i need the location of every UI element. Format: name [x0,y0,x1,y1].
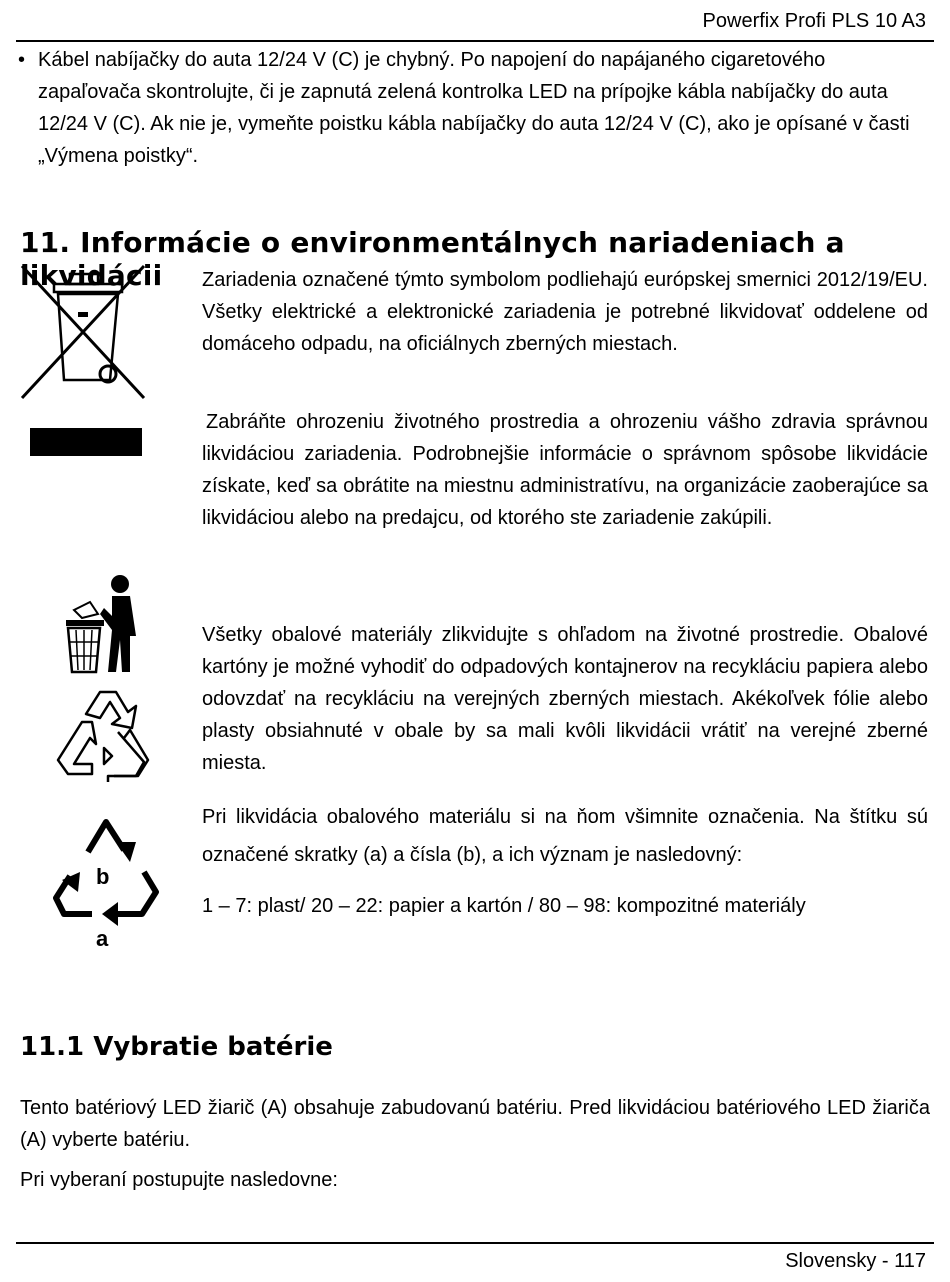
recycling-code-icon [52,816,162,952]
procedure-intro: Pri vyberaní postupujte nasledovne: [20,1169,338,1191]
battery-paragraph: Tento batériový LED žiarič (A) obsahuje zabudovanú batériu. Pred likvidáciou batériového LED žiariča (A) vyberte batériu. [20,1097,930,1151]
crossed-bin-icon [18,262,158,462]
footer-rule [16,1242,934,1244]
tidyman-icon [60,574,150,674]
bullet-marker: • [18,49,26,71]
bullet-text: Kábel nabíjačky do auta 12/24 V (C) je chybný. Po napojení do napájaného cigaretového zapaľovača skontrolujte, či je zapnutá zelená kontrolka LED na prípojke kábla nabíjačky do auta 12/24 V (C). Ak nie je, vymeňte poistku kábla nabíjačky do auta 12/24 V (C), ako je opísané v časti „Výmena poistky“. [38,49,910,167]
section-11-heading: 11. Informácie o environmentálnych nariadeniach a likvidácii [20,226,845,292]
marking-paragraph: Pri likvidácia obalového materiálu si na ňom všimnite označenia. Na štítku sú označené skratky (a) a čísla (b), a ich význam je nasledovný: [202,806,928,866]
health-paragraph: Zabráňte ohrozeniu životného prostredia a ohrozeniu vášho zdravia správnou likvidáciou zariadenia. Podrobnejšie informácie o správnom spôsobe likvidácie získate, keď sa obrátite na miestnu administratívu, na organizácie zaoberajúce sa likvidáciou alebo na predajcu, od ktorého ste zariadenie zakúpili. [202,411,928,529]
packaging-paragraph: Všetky obalové materiály zlikvidujte s ohľadom na životné prostredie. Obalové kartóny je možné vyhodiť do odpadových kontajnerov na recykláciu papiera alebo odovzdať na recykláciu na verejných zberných miestach. Akékoľvek fólie alebo plasty obsiahnuté v obale by sa mali kvôli likvidácii vrátiť na verejné zberné miesta. [202,624,928,774]
header-rule [16,40,934,42]
material-codes: 1 – 7: plast/ 20 – 22: papier a kartón / 80 – 98: kompozitné materiály [202,895,806,917]
page-footer: Slovensky - 117 [785,1250,926,1272]
weee-paragraph: Zariadenia označené týmto symbolom podliehajú európskej smernici 2012/19/EU. Všetky elektrické a elektronické zariadenia je potrebné likvidovať oddelene od domáceho odpadu, na oficiálnych zberných miestach. [202,269,928,355]
recycle-label-a: a [96,926,109,951]
recycle-arrows-icon [52,686,152,782]
recycle-label-b: b [96,864,110,889]
bullet-item [18,44,930,172]
running-header: Powerfix Profi PLS 10 A3 [702,10,926,32]
section-11-1-heading: 11.1 Vybratie batérie [20,1032,333,1062]
